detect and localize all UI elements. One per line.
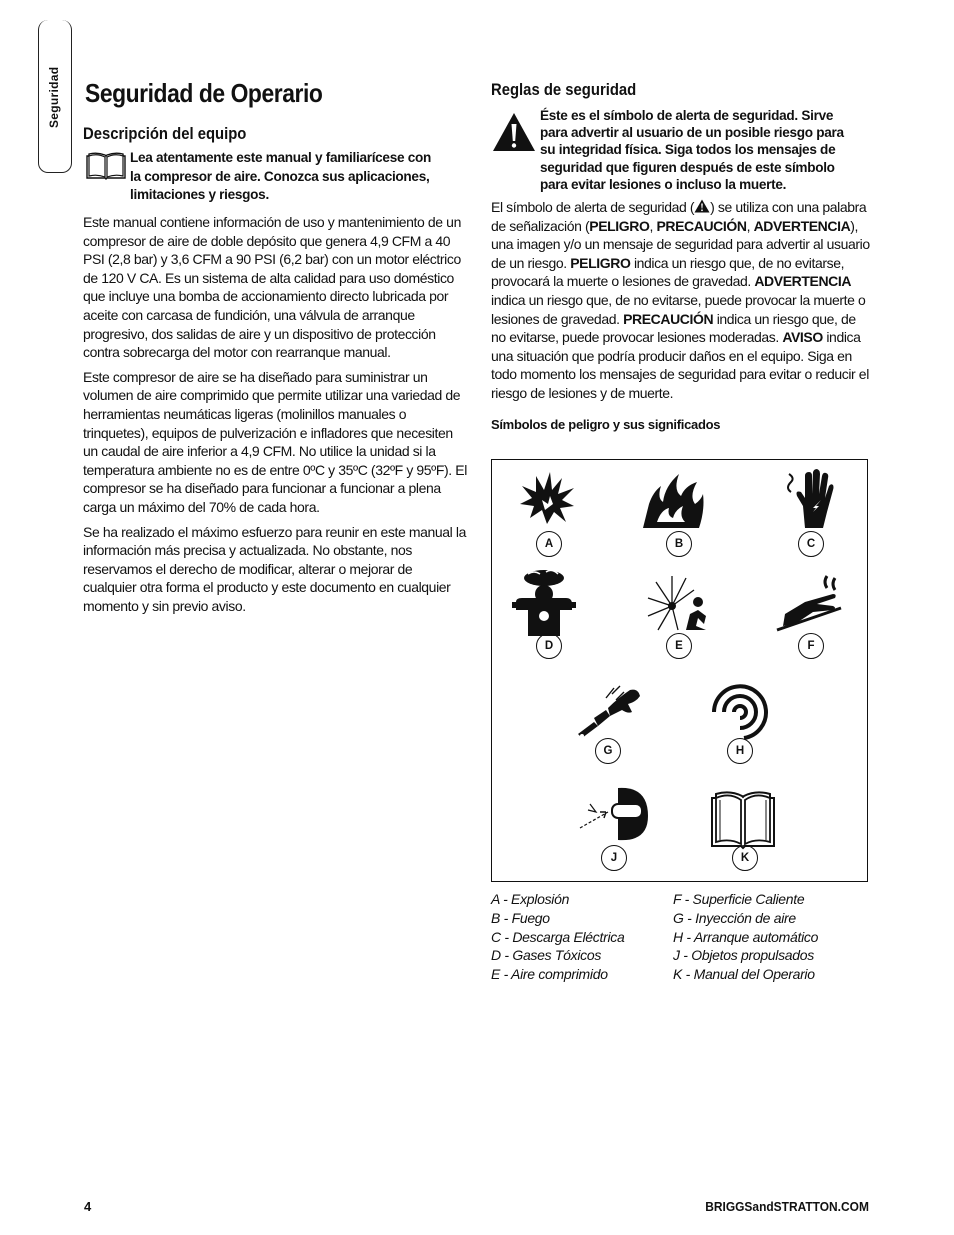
section-heading-equipment: Descripción del equipo <box>83 125 247 143</box>
symbols-heading: Símbolos de peligro y sus significados <box>491 416 721 432</box>
symbol-letter-e: E <box>666 633 692 659</box>
compressed-air-icon <box>642 568 712 638</box>
toxic-gas-icon <box>510 568 580 638</box>
inline-alert-icon <box>694 199 710 213</box>
legend-item: F - Superficie Caliente <box>673 891 805 907</box>
hazard-symbols-figure <box>491 459 868 882</box>
page-number: 4 <box>84 1199 92 1214</box>
equipment-paragraph-2: Este compresor de aire se ha diseñado para suministrar un volumen de aire comprimido que permite utilizar una variedad de herramientas neumáticas ligeras (molinillos manuales o trinquetes), equipos de pulverización e infladores que necesiten un caudal de aire inferior a 4,9 CFM. No utilice la unidad si la temperatura ambiente no es de entre 0ºC y 35ºC (32ºF y 95ºF). El compresor se ha diseñado para funcionar a funcionar a plena carga un máximo del 70% de cada hora. <box>83 368 467 515</box>
legend-item: C - Descarga Eléctrica <box>491 928 625 945</box>
symbol-letter-b: B <box>666 531 692 557</box>
auto-start-icon <box>704 676 774 746</box>
projectile-icon <box>578 782 648 852</box>
legend-item: J - Objetos propulsados <box>673 947 814 964</box>
symbol-letter-d: D <box>536 633 562 659</box>
hot-surface-icon <box>775 568 845 638</box>
legend-item: B - Fuego <box>491 909 550 926</box>
symbol-letter-k: K <box>732 845 758 871</box>
right-column <box>491 81 873 432</box>
left-column <box>83 125 468 621</box>
safety-alert-icon <box>492 112 536 152</box>
equipment-paragraph-1: Este manual contiene información de uso y mantenimiento de un compresor de aire de doble depósito que genera 4,9 CFM a 40 PSI (2,8 bar) y 3,6 CFM a 90 PSI (6,2 bar) con un motor eléctrico de 120 V CA. Es un sistema de alta calidad para uso doméstico que incluye una bomba de accionamiento directo lubricada por aceite con carcasa de fundición, una válvula de arranque progresivo, dos salidas de aire y un dispositivo de protección contra sobrecarga del motor con rearranque manual. <box>83 214 461 361</box>
alert-intro: Éste es el símbolo de alerta de seguridad. Sirve para advertir al usuario de un posible riesgo para su integridad física. Siga todos los mensajes de seguridad que figuren después de este símbolo para evitar lesiones o incluso la muerte. <box>540 108 844 192</box>
page-title: Seguridad de Operario <box>85 78 323 108</box>
explosion-icon <box>512 466 582 536</box>
symbol-letter-j: J <box>601 845 627 871</box>
footer-site: BRIGGSandSTRATTON.COM <box>705 1199 869 1214</box>
symbol-letter-c: C <box>798 531 824 557</box>
legend-item: H - Arranque automático <box>673 928 819 945</box>
legend-left <box>491 890 624 984</box>
symbol-letter-a: A <box>536 531 562 557</box>
signal-words-paragraph: El símbolo de alerta de seguridad ( ) se utiliza con una palabra de señalización (PELIGRO, PRECAUCIÓN, ADVERTENCIA), una imagen y/o un mensaje de seguridad para advertir al usuario de un riesgo. PELIGRO indica un riesgo que, de no evitarse, provocará la muerte o lesiones de gravedad. ADVERTENCIA indica un riesgo que, de no evitarse, puede provocar la muerte o lesiones de gravedad. PRECAUCIÓN indica un riesgo que, de no evitarse, puede provocar lesiones moderadas. AVISO indica una situación que podría producir daños en el equipo. Siga en todo momento los mensajes de seguridad para evitar o reducir el riesgo de lesiones y de muerte. <box>491 199 870 401</box>
side-tab-label: Seguridad <box>47 66 61 128</box>
legend-item: A - Explosión <box>491 891 570 907</box>
manual-icon <box>85 152 127 180</box>
section-heading-rules: Reglas de seguridad <box>491 81 637 99</box>
electric-shock-icon <box>775 466 845 536</box>
legend-item: G - Inyección de aire <box>673 909 796 926</box>
equipment-paragraph-3: Se ha realizado el máximo esfuerzo para reunir en este manual la información más precisa y actualizada. No obstante, nos reservamos el derecho de modificar, alterar o mejorar de cualquier otra forma el producto y este documento en cualquier momento y sin previo aviso. <box>83 523 466 614</box>
symbol-letter-h: H <box>727 738 753 764</box>
legend-item: D - Gases Tóxicos <box>491 947 602 964</box>
equipment-intro: Lea atentamente este manual y familiarícese con la compresor de aire. Conozca sus aplicaciones, limitaciones y riesgos. <box>130 150 431 202</box>
fire-icon <box>639 466 709 536</box>
symbol-letter-f: F <box>798 633 824 659</box>
legend-item: E - Aire comprimido <box>491 966 608 983</box>
symbol-letter-g: G <box>595 738 621 764</box>
legend-right <box>673 890 818 984</box>
manual-book-icon <box>708 784 778 854</box>
air-injection-icon <box>572 676 642 746</box>
legend-item: K - Manual del Operario <box>673 966 815 983</box>
